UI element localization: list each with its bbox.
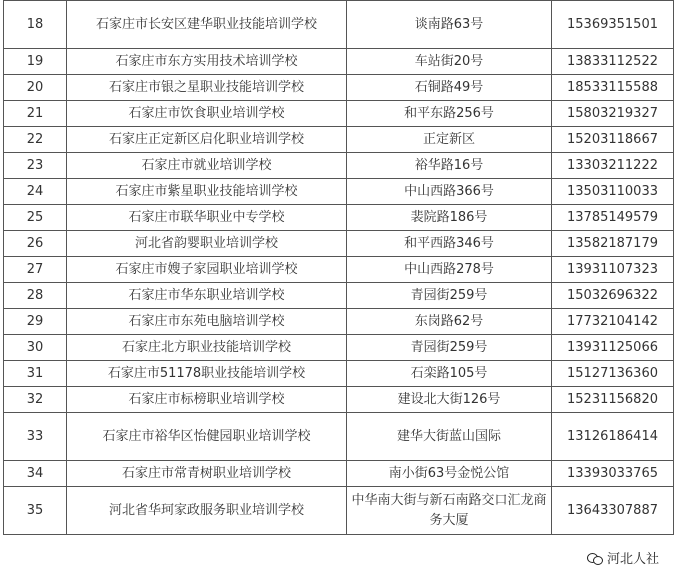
- school-name: 石家庄正定新区启化职业培训学校: [67, 127, 347, 153]
- school-name: 石家庄市银之星职业技能培训学校: [67, 75, 347, 101]
- phone-number: 13393033765: [552, 461, 674, 487]
- table-row: [4, 231, 674, 257]
- phone-number: 15203118667: [552, 127, 674, 153]
- school-address: 青园街259号: [347, 335, 552, 361]
- row-number: 26: [4, 231, 67, 257]
- school-name: 石家庄市联华职业中专学校: [67, 205, 347, 231]
- school-address: 东岗路62号: [347, 309, 552, 335]
- school-name: 石家庄市就业培训学校: [67, 153, 347, 179]
- table-row: [4, 75, 674, 101]
- school-address: 建设北大街126号: [347, 387, 552, 413]
- school-address: 青园街259号: [347, 283, 552, 309]
- school-address: 石栾路105号: [347, 361, 552, 387]
- row-number: 30: [4, 335, 67, 361]
- school-address: 和平东路256号: [347, 101, 552, 127]
- school-name: 石家庄市华东职业培训学校: [67, 283, 347, 309]
- phone-number: 13931125066: [552, 335, 674, 361]
- schools-table: [3, 0, 674, 535]
- phone-number: 13303211222: [552, 153, 674, 179]
- school-address: 正定新区: [347, 127, 552, 153]
- wechat-icon: [587, 552, 603, 564]
- row-number: 23: [4, 153, 67, 179]
- watermark-text: 河北人社: [606, 552, 659, 567]
- phone-number: 13785149579: [552, 205, 674, 231]
- school-address: 谈南路63号: [347, 1, 552, 49]
- watermark: [587, 548, 659, 567]
- row-number: 33: [4, 413, 67, 461]
- school-address: 石铜路49号: [347, 75, 552, 101]
- school-address: 中山西路366号: [347, 179, 552, 205]
- table-row: [4, 309, 674, 335]
- row-number: 35: [4, 487, 67, 535]
- school-name: 石家庄市51178职业技能培训学校: [67, 361, 347, 387]
- school-name: 河北省韵婴职业培训学校: [67, 231, 347, 257]
- school-address: 中山西路278号: [347, 257, 552, 283]
- table-row: [4, 49, 674, 75]
- table-row: [4, 387, 674, 413]
- table-row: [4, 101, 674, 127]
- school-address: 裕华路16号: [347, 153, 552, 179]
- table-body: [4, 1, 674, 535]
- school-address: 建华大街蓝山国际: [347, 413, 552, 461]
- row-number: 32: [4, 387, 67, 413]
- phone-number: 18533115588: [552, 75, 674, 101]
- phone-number: 13582187179: [552, 231, 674, 257]
- school-address: 裴院路186号: [347, 205, 552, 231]
- phone-number: 13643307887: [552, 487, 674, 535]
- school-name: 河北省华珂家政服务职业培训学校: [67, 487, 347, 535]
- phone-number: 17732104142: [552, 309, 674, 335]
- table-row: [4, 413, 674, 461]
- school-address: 中华南大街与新石南路交口汇龙商务大厦: [347, 487, 552, 535]
- phone-number: 15127136360: [552, 361, 674, 387]
- table-row: [4, 127, 674, 153]
- phone-number: 15032696322: [552, 283, 674, 309]
- row-number: 22: [4, 127, 67, 153]
- table-row: [4, 205, 674, 231]
- school-name: 石家庄市常青树职业培训学校: [67, 461, 347, 487]
- row-number: 31: [4, 361, 67, 387]
- school-name: 石家庄市裕华区怡健园职业培训学校: [67, 413, 347, 461]
- row-number: 24: [4, 179, 67, 205]
- phone-number: 15803219327: [552, 101, 674, 127]
- phone-number: 13503110033: [552, 179, 674, 205]
- row-number: 20: [4, 75, 67, 101]
- school-name: 石家庄市长安区建华职业技能培训学校: [67, 1, 347, 49]
- school-name: 石家庄市东苑电脑培训学校: [67, 309, 347, 335]
- table-row: [4, 283, 674, 309]
- table-row: [4, 153, 674, 179]
- row-number: 27: [4, 257, 67, 283]
- school-name: 石家庄北方职业技能培训学校: [67, 335, 347, 361]
- row-number: 34: [4, 461, 67, 487]
- row-number: 29: [4, 309, 67, 335]
- phone-number: 13126186414: [552, 413, 674, 461]
- table-row: [4, 461, 674, 487]
- table-row: [4, 335, 674, 361]
- school-address: 南小街63号金悦公馆: [347, 461, 552, 487]
- row-number: 18: [4, 1, 67, 49]
- school-name: 石家庄市东方实用技术培训学校: [67, 49, 347, 75]
- row-number: 25: [4, 205, 67, 231]
- phone-number: 13833112522: [552, 49, 674, 75]
- school-name: 石家庄市标榜职业培训学校: [67, 387, 347, 413]
- school-address: 和平西路346号: [347, 231, 552, 257]
- table-row: [4, 487, 674, 535]
- table-row: [4, 179, 674, 205]
- school-name: 石家庄市饮食职业培训学校: [67, 101, 347, 127]
- school-name: 石家庄市紫星职业技能培训学校: [67, 179, 347, 205]
- phone-number: 13931107323: [552, 257, 674, 283]
- row-number: 28: [4, 283, 67, 309]
- phone-number: 15231156820: [552, 387, 674, 413]
- table-row: [4, 257, 674, 283]
- table-row: [4, 1, 674, 49]
- school-name: 石家庄市嫂子家园职业培训学校: [67, 257, 347, 283]
- phone-number: 15369351501: [552, 1, 674, 49]
- row-number: 19: [4, 49, 67, 75]
- school-address: 车站街20号: [347, 49, 552, 75]
- row-number: 21: [4, 101, 67, 127]
- table-row: [4, 361, 674, 387]
